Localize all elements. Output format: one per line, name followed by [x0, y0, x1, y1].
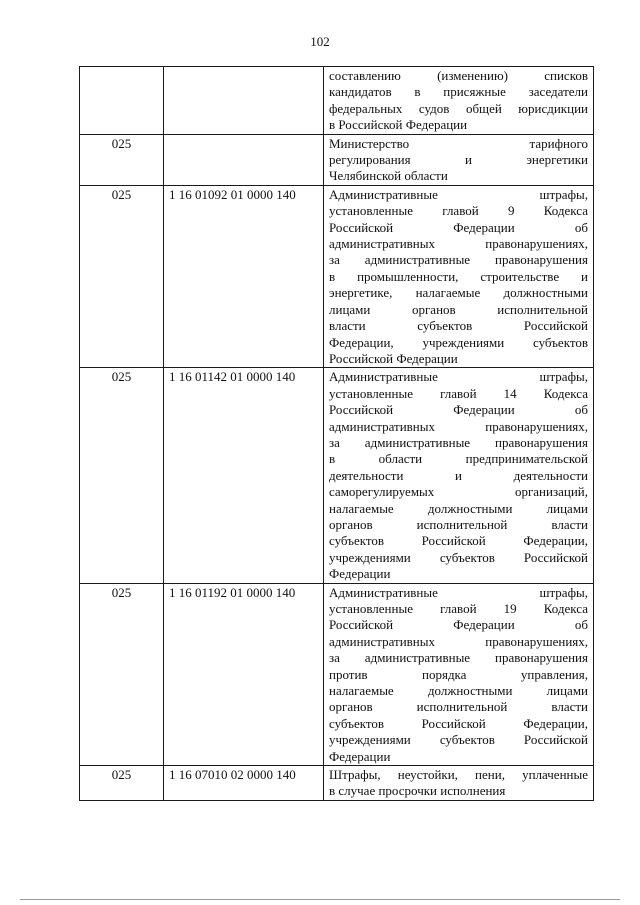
description-line: саморегулируемых организаций, [329, 484, 588, 500]
description-line: федеральных судов общей юрисдикции [329, 100, 588, 116]
admin-code-cell: 025 [80, 134, 164, 185]
description-line: власти субъектов Российской [329, 318, 588, 334]
table-row [80, 766, 594, 801]
description-line: органов исполнительной власти [329, 516, 588, 532]
budget-classification-code-cell: 1 16 01092 01 0000 140 [164, 185, 324, 367]
description-line: установленные главой 9 Кодекса [329, 203, 588, 219]
description-line: Российской Федерации об [329, 402, 588, 418]
description-line: Российской Федерации об [329, 219, 588, 235]
description-cell [324, 766, 594, 801]
description-line: Российской Федерации [329, 350, 458, 366]
description-line: энергетике, налагаемые должностными [329, 285, 588, 301]
description-line: Федерации, учреждениями субъектов [329, 334, 588, 350]
description-line: в промышленности, строительстве и [329, 268, 588, 284]
description-line: налагаемые должностными лицами [329, 683, 588, 699]
description-cell [324, 134, 594, 185]
description-line: Федерации [329, 748, 391, 764]
description-line: Федерации [329, 566, 391, 582]
description-cell [324, 67, 594, 135]
description-line: Административные штрафы, [329, 584, 588, 600]
budget-classification-code-cell: 1 16 07010 02 0000 140 [164, 766, 324, 801]
description-line: Российской Федерации об [329, 617, 588, 633]
description-line: субъектов Российской Федерации, [329, 533, 588, 549]
admin-code-cell: 025 [80, 766, 164, 801]
table-row [80, 185, 594, 367]
description-line: органов исполнительной власти [329, 699, 588, 715]
admin-code-cell: 025 [80, 368, 164, 583]
table-row [80, 583, 594, 765]
table-row [80, 67, 594, 135]
description-cell [324, 368, 594, 583]
description-line: административных правонарушениях, [329, 633, 588, 649]
description-line: Штрафы, неустойки, пени, уплаченные [329, 767, 588, 783]
description-line: в Российской Федерации [329, 117, 468, 133]
budget-classification-code-cell: 1 16 01192 01 0000 140 [164, 583, 324, 765]
description-line: регулирования и энергетики [329, 152, 588, 168]
budget-classification-code-cell: 1 16 01142 01 0000 140 [164, 368, 324, 583]
description-line: административных правонарушениях, [329, 418, 588, 434]
budget-classification-code-cell [164, 67, 324, 135]
description-line: за административные правонарушения [329, 434, 588, 450]
description-line: административных правонарушениях, [329, 236, 588, 252]
description-line: Административные штрафы, [329, 369, 588, 385]
description-line: кандидатов в присяжные заседатели [329, 84, 588, 100]
description-line: учреждениями субъектов Российской [329, 732, 588, 748]
description-line: установленные главой 19 Кодекса [329, 601, 588, 616]
description-line: учреждениями субъектов Российской [329, 549, 588, 565]
description-cell [324, 583, 594, 765]
description-line: за административные правонарушения [329, 650, 588, 666]
description-line: в случае просрочки исполнения [329, 783, 506, 799]
description-line: за административные правонарушения [329, 252, 588, 268]
description-cell [324, 185, 594, 367]
admin-code-cell: 025 [80, 185, 164, 367]
bottom-rule [20, 899, 620, 900]
revenue-codes-table [79, 66, 594, 801]
page-number: 102 [310, 34, 330, 49]
budget-classification-code-cell [164, 134, 324, 185]
admin-code-cell: 025 [80, 583, 164, 765]
description-line: Челябинской области [329, 168, 448, 184]
table-body [80, 67, 594, 801]
description-line: субъектов Российской Федерации, [329, 715, 588, 731]
description-line: Министерство тарифного [329, 135, 588, 151]
table-row [80, 134, 594, 185]
description-line: в области предпринимательской [329, 451, 588, 467]
description-line: Административные штрафы, [329, 186, 588, 202]
description-line: против порядка управления, [329, 666, 588, 682]
description-line: установленные главой 14 Кодекса [329, 385, 588, 401]
description-line: лицами органов исполнительной [329, 301, 588, 317]
admin-code-cell [80, 67, 164, 135]
description-line: деятельности и деятельности [329, 467, 588, 483]
table-row [80, 368, 594, 583]
description-line: налагаемые должностными лицами [329, 500, 588, 516]
description-line: составлению (изменению) списков [329, 68, 588, 83]
